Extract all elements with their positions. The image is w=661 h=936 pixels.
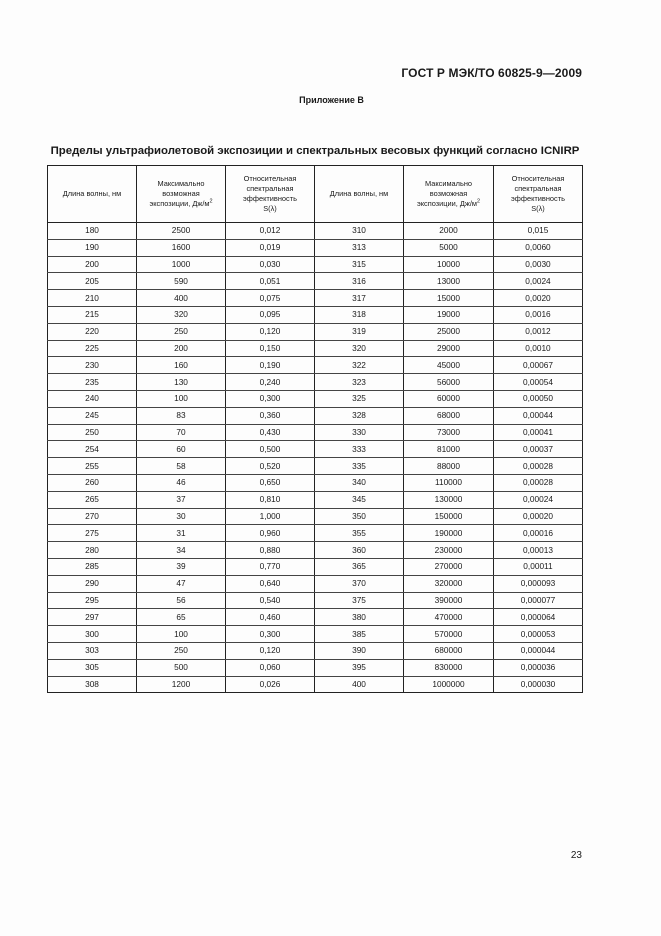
max-exposure-cell: 45000 <box>404 357 494 374</box>
relative-efficiency-cell: 0,00067 <box>494 357 583 374</box>
max-exposure-cell: 320 <box>137 306 226 323</box>
relative-efficiency-cell: 0,0060 <box>494 239 583 256</box>
table-row <box>48 575 583 592</box>
max-exposure-cell: 590 <box>137 273 226 290</box>
max-exposure-cell: 58 <box>137 458 226 475</box>
table-row <box>48 609 583 626</box>
wavelength-cell: 225 <box>48 340 137 357</box>
wavelength-cell: 190 <box>48 239 137 256</box>
max-exposure-cell: 680000 <box>404 642 494 659</box>
wavelength-cell: 316 <box>315 273 404 290</box>
table-row <box>48 323 583 340</box>
relative-efficiency-cell: 0,00028 <box>494 474 583 491</box>
relative-efficiency-cell: 0,0012 <box>494 323 583 340</box>
relative-efficiency-cell: 0,000077 <box>494 592 583 609</box>
relative-efficiency-cell: 0,430 <box>226 424 315 441</box>
relative-efficiency-cell: 0,012 <box>226 223 315 240</box>
max-exposure-cell: 10000 <box>404 256 494 273</box>
relative-efficiency-cell: 0,00020 <box>494 508 583 525</box>
wavelength-cell: 320 <box>315 340 404 357</box>
max-exposure-cell: 68000 <box>404 407 494 424</box>
max-exposure-cell: 250 <box>137 323 226 340</box>
wavelength-cell: 390 <box>315 642 404 659</box>
table-row <box>48 558 583 575</box>
relative-efficiency-cell: 0,00028 <box>494 458 583 475</box>
max-exposure-cell: 130 <box>137 374 226 391</box>
wavelength-cell: 275 <box>48 525 137 542</box>
max-exposure-cell: 200 <box>137 340 226 357</box>
wavelength-cell: 322 <box>315 357 404 374</box>
relative-efficiency-cell: 0,120 <box>226 323 315 340</box>
wavelength-cell: 350 <box>315 508 404 525</box>
wavelength-cell: 335 <box>315 458 404 475</box>
wavelength-cell: 245 <box>48 407 137 424</box>
max-exposure-cell: 190000 <box>404 525 494 542</box>
relative-efficiency-cell: 0,015 <box>494 223 583 240</box>
max-exposure-cell: 29000 <box>404 340 494 357</box>
max-exposure-cell: 15000 <box>404 290 494 307</box>
wavelength-cell: 285 <box>48 558 137 575</box>
wavelength-cell: 333 <box>315 441 404 458</box>
wavelength-cell: 290 <box>48 575 137 592</box>
max-exposure-cell: 39 <box>137 558 226 575</box>
relative-efficiency-cell: 0,0010 <box>494 340 583 357</box>
wavelength-cell: 297 <box>48 609 137 626</box>
relative-efficiency-cell: 0,960 <box>226 525 315 542</box>
appendix-label: Приложение В <box>299 95 364 105</box>
max-exposure-cell: 31 <box>137 525 226 542</box>
header-relative-efficiency: Относительная спектральная эффективность S(λ) <box>226 166 315 223</box>
table-row <box>48 223 583 240</box>
max-exposure-cell: 1000000 <box>404 676 494 693</box>
relative-efficiency-cell: 0,300 <box>226 626 315 643</box>
relative-efficiency-cell: 0,00050 <box>494 390 583 407</box>
relative-efficiency-cell: 0,00011 <box>494 558 583 575</box>
max-exposure-cell: 570000 <box>404 626 494 643</box>
max-exposure-cell: 270000 <box>404 558 494 575</box>
wavelength-cell: 215 <box>48 306 137 323</box>
max-exposure-cell: 88000 <box>404 458 494 475</box>
wavelength-cell: 328 <box>315 407 404 424</box>
max-exposure-cell: 100 <box>137 626 226 643</box>
max-exposure-cell: 500 <box>137 659 226 676</box>
max-exposure-cell: 46 <box>137 474 226 491</box>
table-row <box>48 306 583 323</box>
relative-efficiency-cell: 0,190 <box>226 357 315 374</box>
max-exposure-cell: 56 <box>137 592 226 609</box>
max-exposure-cell: 250 <box>137 642 226 659</box>
max-exposure-cell: 19000 <box>404 306 494 323</box>
wavelength-cell: 365 <box>315 558 404 575</box>
wavelength-cell: 310 <box>315 223 404 240</box>
max-exposure-cell: 65 <box>137 609 226 626</box>
wavelength-cell: 325 <box>315 390 404 407</box>
relative-efficiency-cell: 0,770 <box>226 558 315 575</box>
relative-efficiency-cell: 0,460 <box>226 609 315 626</box>
uv-exposure-table <box>47 165 583 693</box>
wavelength-cell: 323 <box>315 374 404 391</box>
max-exposure-cell: 470000 <box>404 609 494 626</box>
max-exposure-cell: 81000 <box>404 441 494 458</box>
table-row <box>48 458 583 475</box>
relative-efficiency-cell: 0,810 <box>226 491 315 508</box>
max-exposure-cell: 2000 <box>404 223 494 240</box>
table-row <box>48 659 583 676</box>
wavelength-cell: 340 <box>315 474 404 491</box>
max-exposure-cell: 37 <box>137 491 226 508</box>
relative-efficiency-cell: 0,000044 <box>494 642 583 659</box>
relative-efficiency-cell: 0,120 <box>226 642 315 659</box>
relative-efficiency-cell: 0,520 <box>226 458 315 475</box>
relative-efficiency-cell: 0,019 <box>226 239 315 256</box>
max-exposure-cell: 34 <box>137 542 226 559</box>
relative-efficiency-cell: 0,060 <box>226 659 315 676</box>
wavelength-cell: 240 <box>48 390 137 407</box>
wavelength-cell: 370 <box>315 575 404 592</box>
wavelength-cell: 318 <box>315 306 404 323</box>
relative-efficiency-cell: 0,880 <box>226 542 315 559</box>
relative-efficiency-cell: 0,051 <box>226 273 315 290</box>
wavelength-cell: 375 <box>315 592 404 609</box>
wavelength-cell: 355 <box>315 525 404 542</box>
header-max-exposure-2: Максимально возможная экспозиции, $Дж/м^2$ <box>404 166 494 223</box>
max-exposure-cell: 60000 <box>404 390 494 407</box>
max-exposure-cell: 60 <box>137 441 226 458</box>
wavelength-cell: 205 <box>48 273 137 290</box>
max-exposure-cell: 160 <box>137 357 226 374</box>
relative-efficiency-cell: 0,026 <box>226 676 315 693</box>
relative-efficiency-cell: 0,240 <box>226 374 315 391</box>
wavelength-cell: 180 <box>48 223 137 240</box>
wavelength-cell: 250 <box>48 424 137 441</box>
wavelength-cell: 260 <box>48 474 137 491</box>
wavelength-cell: 303 <box>48 642 137 659</box>
relative-efficiency-cell: 0,500 <box>226 441 315 458</box>
wavelength-cell: 270 <box>48 508 137 525</box>
table-row <box>48 525 583 542</box>
wavelength-cell: 360 <box>315 542 404 559</box>
max-exposure-cell: 47 <box>137 575 226 592</box>
table-row <box>48 626 583 643</box>
relative-efficiency-cell: 0,150 <box>226 340 315 357</box>
max-exposure-cell: 83 <box>137 407 226 424</box>
relative-efficiency-cell: 0,000036 <box>494 659 583 676</box>
max-exposure-cell: 130000 <box>404 491 494 508</box>
document-code: ГОСТ Р МЭК/ТО 60825-9—2009 <box>401 66 582 80</box>
relative-efficiency-cell: 0,00016 <box>494 525 583 542</box>
max-exposure-cell: 110000 <box>404 474 494 491</box>
table-row <box>48 357 583 374</box>
relative-efficiency-cell: 0,000064 <box>494 609 583 626</box>
relative-efficiency-cell: 0,300 <box>226 390 315 407</box>
relative-efficiency-cell: 0,075 <box>226 290 315 307</box>
max-exposure-cell: 320000 <box>404 575 494 592</box>
table-row <box>48 676 583 693</box>
relative-efficiency-cell: 0,000053 <box>494 626 583 643</box>
table-header-row <box>48 166 583 223</box>
table-body <box>48 223 583 693</box>
max-exposure-cell: 400 <box>137 290 226 307</box>
relative-efficiency-cell: 0,0016 <box>494 306 583 323</box>
table-row <box>48 256 583 273</box>
table-row <box>48 290 583 307</box>
wavelength-cell: 395 <box>315 659 404 676</box>
relative-efficiency-cell: 0,0020 <box>494 290 583 307</box>
wavelength-cell: 385 <box>315 626 404 643</box>
wavelength-cell: 317 <box>315 290 404 307</box>
table-row <box>48 592 583 609</box>
relative-efficiency-cell: 0,0024 <box>494 273 583 290</box>
max-exposure-cell: 56000 <box>404 374 494 391</box>
max-exposure-cell: 390000 <box>404 592 494 609</box>
wavelength-cell: 254 <box>48 441 137 458</box>
table-row <box>48 508 583 525</box>
table-row <box>48 239 583 256</box>
wavelength-cell: 305 <box>48 659 137 676</box>
header-relative-efficiency-2: Относительная спектральная эффективность S(λ) <box>494 166 583 223</box>
max-exposure-cell: 2500 <box>137 223 226 240</box>
wavelength-cell: 345 <box>315 491 404 508</box>
relative-efficiency-cell: 0,360 <box>226 407 315 424</box>
relative-efficiency-cell: 0,00037 <box>494 441 583 458</box>
table-row <box>48 642 583 659</box>
max-exposure-cell: 230000 <box>404 542 494 559</box>
relative-efficiency-cell: 0,0030 <box>494 256 583 273</box>
table-row <box>48 424 583 441</box>
max-exposure-cell: 25000 <box>404 323 494 340</box>
max-exposure-cell: 150000 <box>404 508 494 525</box>
relative-efficiency-cell: 0,000093 <box>494 575 583 592</box>
max-exposure-cell: 1000 <box>137 256 226 273</box>
wavelength-cell: 235 <box>48 374 137 391</box>
table-title: Пределы ультрафиолетовой экспозиции и спектральных весовых функций согласно ICNIRP <box>50 145 580 157</box>
header-max-exposure: Максимально возможная экспозиции, $Дж/м^2$ <box>137 166 226 223</box>
wavelength-cell: 330 <box>315 424 404 441</box>
max-exposure-cell: 830000 <box>404 659 494 676</box>
wavelength-cell: 230 <box>48 357 137 374</box>
max-exposure-cell: 13000 <box>404 273 494 290</box>
wavelength-cell: 255 <box>48 458 137 475</box>
relative-efficiency-cell: 0,00013 <box>494 542 583 559</box>
wavelength-cell: 295 <box>48 592 137 609</box>
table-row <box>48 441 583 458</box>
table-row <box>48 273 583 290</box>
relative-efficiency-cell: 1,000 <box>226 508 315 525</box>
max-exposure-cell: 30 <box>137 508 226 525</box>
table-row <box>48 474 583 491</box>
max-exposure-cell: 100 <box>137 390 226 407</box>
max-exposure-cell: 73000 <box>404 424 494 441</box>
max-exposure-cell: 5000 <box>404 239 494 256</box>
relative-efficiency-cell: 0,650 <box>226 474 315 491</box>
table-row <box>48 407 583 424</box>
wavelength-cell: 319 <box>315 323 404 340</box>
wavelength-cell: 308 <box>48 676 137 693</box>
page-number: 23 <box>570 850 582 861</box>
wavelength-cell: 200 <box>48 256 137 273</box>
wavelength-cell: 313 <box>315 239 404 256</box>
table-row <box>48 491 583 508</box>
table-row <box>48 390 583 407</box>
relative-efficiency-cell: 0,00041 <box>494 424 583 441</box>
header-wavelength: Длина волны, нм <box>48 166 137 223</box>
relative-efficiency-cell: 0,00044 <box>494 407 583 424</box>
relative-efficiency-cell: 0,000030 <box>494 676 583 693</box>
wavelength-cell: 210 <box>48 290 137 307</box>
wavelength-cell: 300 <box>48 626 137 643</box>
header-wavelength-2: Длина волны, нм <box>315 166 404 223</box>
table-row <box>48 374 583 391</box>
wavelength-cell: 265 <box>48 491 137 508</box>
relative-efficiency-cell: 0,540 <box>226 592 315 609</box>
table-row <box>48 340 583 357</box>
wavelength-cell: 220 <box>48 323 137 340</box>
max-exposure-cell: 70 <box>137 424 226 441</box>
wavelength-cell: 400 <box>315 676 404 693</box>
relative-efficiency-cell: 0,030 <box>226 256 315 273</box>
relative-efficiency-cell: 0,00024 <box>494 491 583 508</box>
wavelength-cell: 380 <box>315 609 404 626</box>
max-exposure-cell: 1600 <box>137 239 226 256</box>
wavelength-cell: 280 <box>48 542 137 559</box>
table-row <box>48 542 583 559</box>
wavelength-cell: 315 <box>315 256 404 273</box>
relative-efficiency-cell: 0,640 <box>226 575 315 592</box>
relative-efficiency-cell: 0,095 <box>226 306 315 323</box>
relative-efficiency-cell: 0,00054 <box>494 374 583 391</box>
max-exposure-cell: 1200 <box>137 676 226 693</box>
